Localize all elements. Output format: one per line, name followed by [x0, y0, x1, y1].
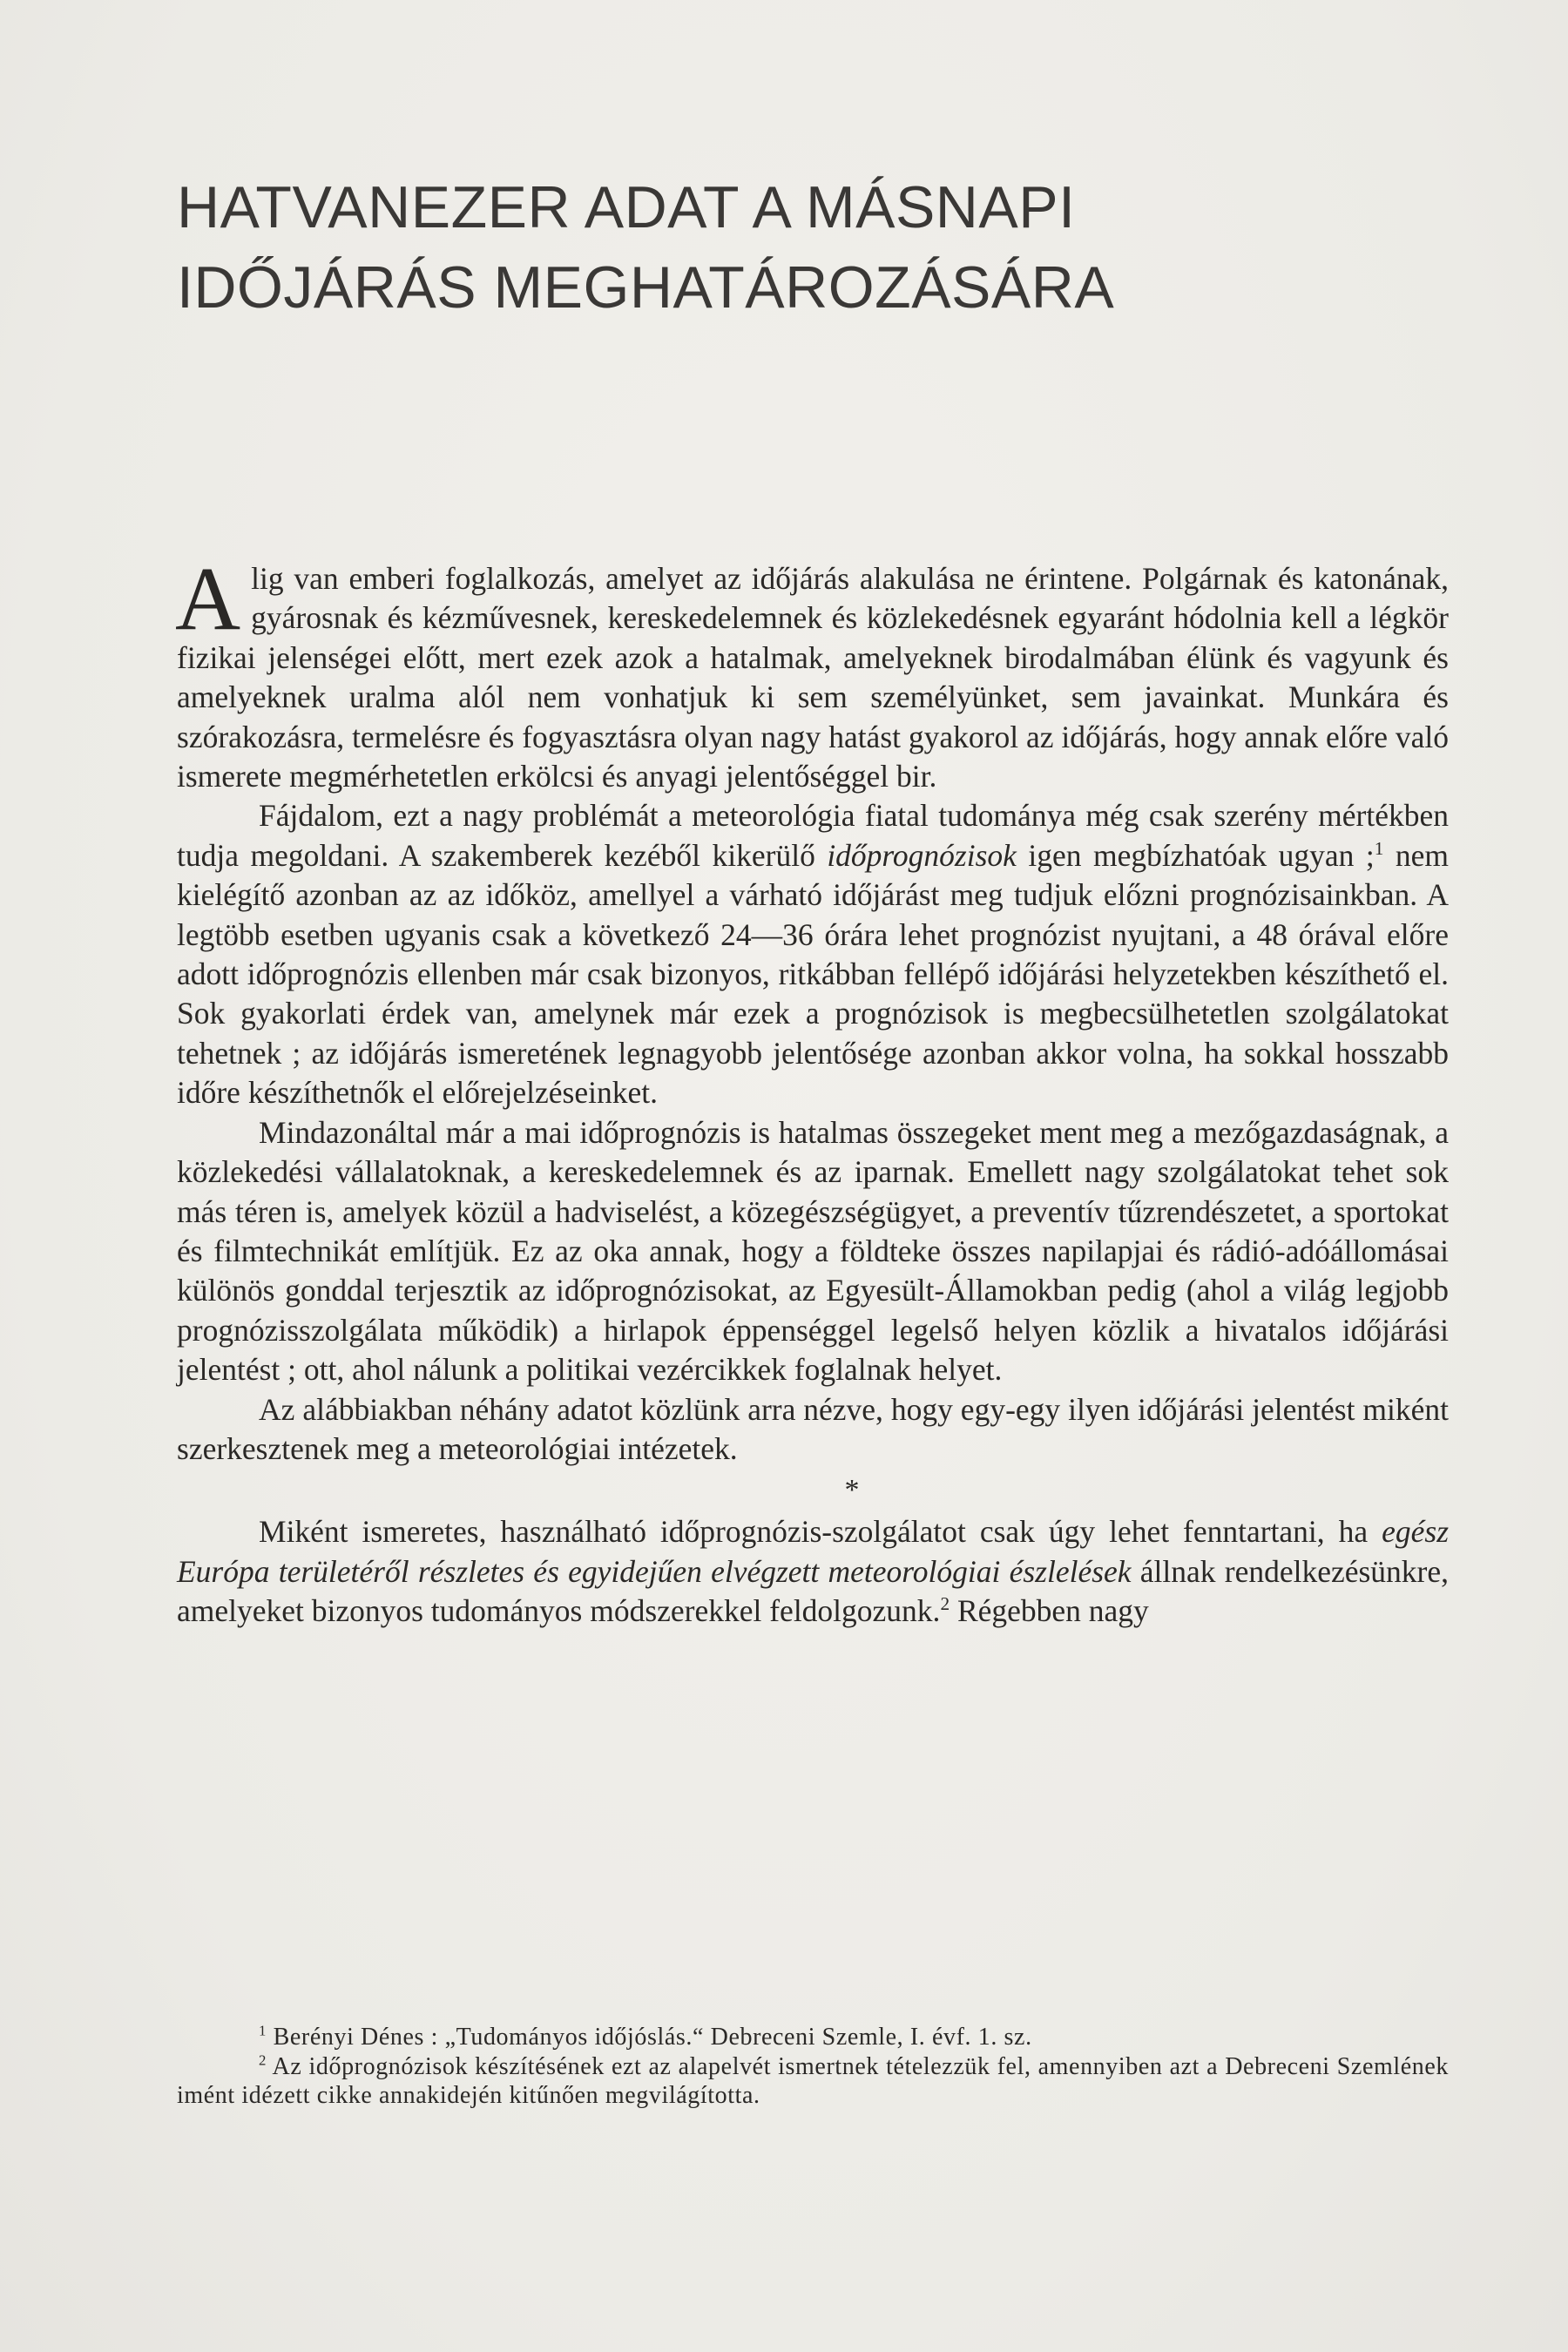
paragraph-5-part-b: állnak rendelkezésünkre, amelyeket bizonyos tudományos módszerekkel feldolgozunk.: [177, 1553, 1449, 1629]
drop-cap: A: [175, 549, 241, 649]
article-title: [177, 167, 1414, 328]
paragraph-5: [177, 1512, 1449, 1631]
section-separator: *: [844, 1474, 860, 1507]
paragraph-2-part-c: nem kielégítő azonban az az időköz, amellyel a várható időjárást meg tudjuk előzni prognózisainkban. A legtöbb esetben ugyanis csak a következő 24—36 órára lehet prognózist nyujtani, a 48 órával előre adott időprognózis ellenben már csak bizonyos, ritkábban fellépő időjárási helyzetekben készíthető el. Sok gyakorlati érdek van, amelynek már ezek a prognózisok is megbecsülhetetlen szolgálatokat tehetnek ; az időjárás ismeretének legnagyobb jelentősége azonban akkor volna, ha sokkal hosszabb időre készíthetnők el előrejelzéseinket.: [177, 837, 1449, 1111]
footnote-2: [177, 2052, 1449, 2111]
footnote-2-mark: 2: [259, 2051, 267, 2069]
paragraph-1: [175, 549, 1449, 796]
paragraph-2-part-b: igen megbízhatóak ugyan ;: [1028, 837, 1375, 873]
paragraph-2-part-a: Fájdalom, ezt a nagy problémát a meteorológia fiatal tudománya még csak szerény mértékben tudja megoldani. A szakemberek kezéből kikerülő: [177, 798, 1449, 873]
footnote-ref-1[interactable]: 1: [1374, 838, 1384, 860]
paragraph-2-emphasis: időprognózisok: [827, 837, 1017, 873]
paragraph-5-emphasis: egész Európa területéről részletes és egyidejűen elvégzett meteorológiai észlelések: [177, 1514, 1450, 1589]
footnotes: [177, 2023, 1449, 2111]
title-line-1: HATVANEZER ADAT A MÁSNAPI: [177, 174, 1076, 240]
footnote-ref-2[interactable]: 2: [940, 1593, 950, 1615]
paragraph-1-text: lig van emberi foglalkozás, amelyet az időjárás alakulása ne érintene. Polgárnak és katonának, gyárosnak és kézművesnek, kereskedelemnek és közlekedésnek egyaránt hódolnia kell a légkör fizikai jelenségei előtt, mert ezek azok a hatalmak, amelyeknek birodalmában élünk és vagyunk és amelyeknek uralma alól nem vonhatjuk ki sem személyünket, sem javainkat. Munkára és szórakozásra, termelésre és fogyasztásra olyan nagy hatást gyakorol az időjárás, hogy annak előre való ismerete megmérhetetlen erkölcsi és anyagi jelentőséggel bir.: [177, 561, 1449, 794]
footnote-1-text: Berényi Dénes : „Tudományos időjóslás.“ Debreceni Szemle, I. évf. 1. sz.: [273, 2024, 1032, 2051]
footnote-1: [177, 2023, 1449, 2052]
paragraph-2: [177, 796, 1449, 1112]
paragraph-4: Az alábbiakban néhány adatot közlünk arra nézve, hogy egy-egy ilyen időjárási jelentést miként szerkesztenek meg a meteorológiai intézetek.: [177, 1391, 1449, 1466]
paragraph-3: Mindazonáltal már a mai időprognózis is hatalmas összegeket ment meg a mezőgazdaságnak, a közlekedési vállalatoknak, a kereskedelemnek és az iparnak. Emellett nagy szolgálatokat tehet sok más téren is, amelyek közül a hadviselést, a közegészségügyet, a preventív tűzrendészetet, a sportokat és filmtechnikát említjük. Ez az oka annak, hogy a földteke összes napilapjai és rádió-adóállomásai különös gonddal terjesztik az időprognózisokat, az Egyesült-Államokban pedig (ahol a világ legjobb prognózisszolgálata működik) a hirlapok éppenséggel legelső helyen közlik a hivatalos időjárási jelentést ; ott, ahol nálunk a politikai vezércikkek foglalnak helyet.: [177, 1114, 1449, 1388]
footnote-2-text: Az időprognózisok készítésének ezt az alapelvét ismertnek tételezzük fel, amennyiben azt a Debreceni Szemlének imént idézett cikke annakidején kitűnően megvilágította.: [177, 2052, 1449, 2109]
paragraph-5-part-a: Miként ismeretes, használható időprognózis-szolgálatot csak úgy lehet fenntartani, ha: [259, 1514, 1369, 1550]
article-body: [175, 549, 1450, 1632]
footnote-1-mark: 1: [259, 2022, 267, 2039]
paragraph-5-part-c: Régebben nagy: [956, 1593, 1149, 1629]
title-line-2: IDŐJÁRÁS MEGHATÁROZÁSÁRA: [177, 254, 1115, 321]
